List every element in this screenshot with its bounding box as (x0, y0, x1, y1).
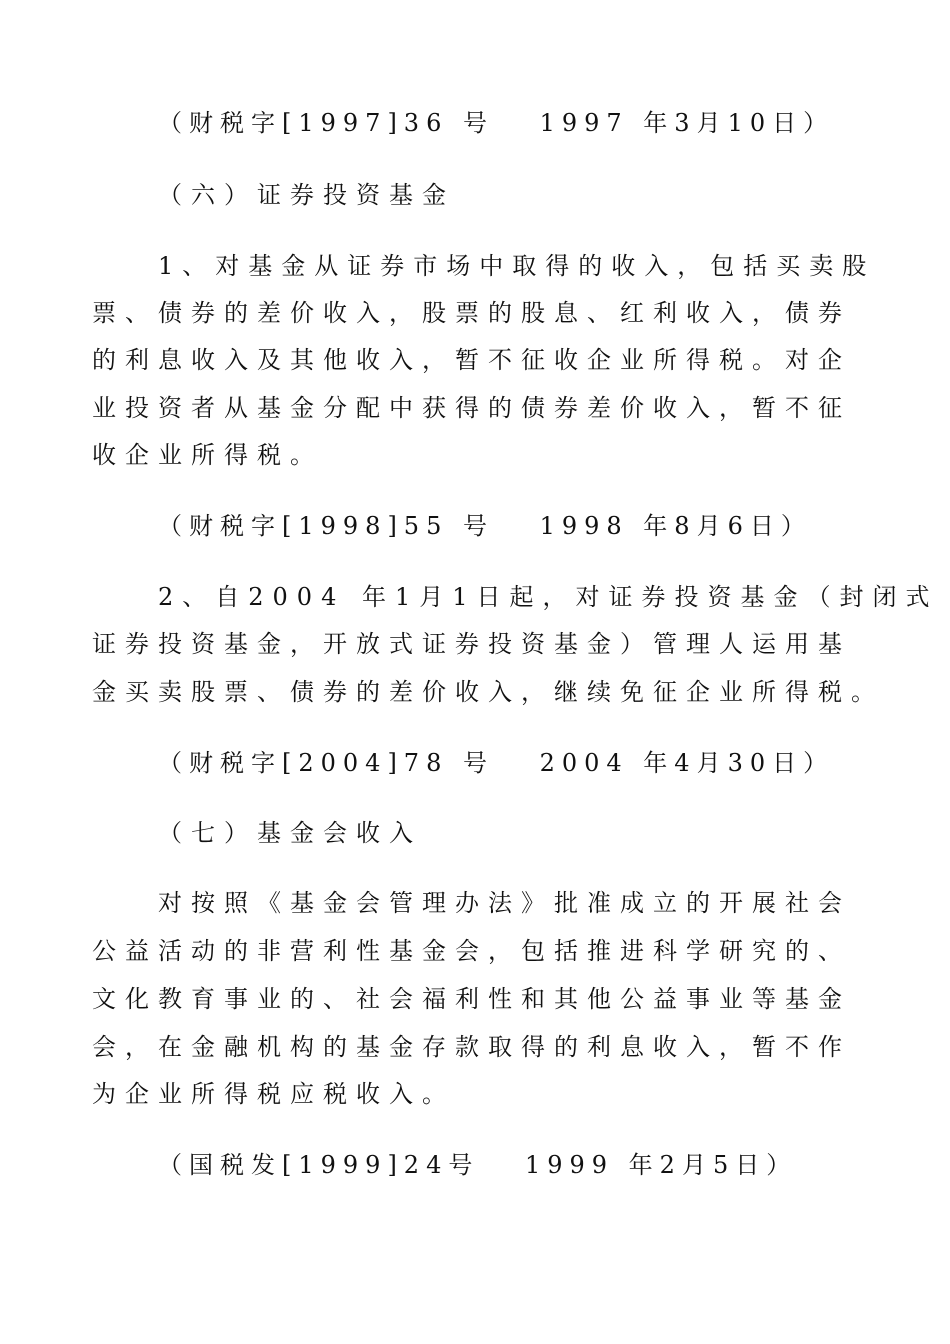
citation-line: （财税字[1997]36 号 1997 年3月10日） (158, 109, 835, 137)
section-heading: （六）证券投资基金 (158, 181, 455, 209)
paragraph-line: 文化教育事业的、社会福利性和其他公益事业等基金 (92, 985, 851, 1013)
paragraph-line: 公益活动的非营利性基金会，包括推进科学研究的、 (92, 937, 851, 965)
paragraph-line: 票、债券的差价收入，股票的股息、红利收入，债券 (92, 299, 851, 327)
section-heading: （七）基金会收入 (158, 819, 422, 847)
paragraph-line: 的利息收入及其他收入，暂不征收企业所得税。对企 (92, 346, 851, 374)
paragraph-line: 业投资者从基金分配中获得的债券差价收入，暂不征 (92, 394, 851, 422)
citation-line: （财税字[2004]78 号 2004 年4月30日） (158, 749, 835, 777)
paragraph-line: 对按照《基金会管理办法》批准成立的开展社会 (158, 889, 851, 917)
paragraph-line: 金买卖股票、债券的差价收入，继续免征企业所得税。 (92, 678, 884, 706)
citation-line: （国税发[1999]24号 1999 年2月5日） (158, 1151, 798, 1179)
paragraph-line: 2、自2004 年1月1日起，对证券投资基金（封闭式 (158, 583, 939, 611)
paragraph-line: 收企业所得税。 (92, 441, 323, 469)
paragraph-line: 会，在金融机构的基金存款取得的利息收入，暂不作 (92, 1033, 851, 1061)
paragraph-line: 1、对基金从证券市场中取得的收入，包括买卖股 (158, 252, 876, 280)
paragraph-line: 为企业所得税应税收入。 (92, 1080, 455, 1108)
citation-line: （财税字[1998]55 号 1998 年8月6日） (158, 512, 812, 540)
paragraph-line: 证券投资基金，开放式证券投资基金）管理人运用基 (92, 630, 851, 658)
